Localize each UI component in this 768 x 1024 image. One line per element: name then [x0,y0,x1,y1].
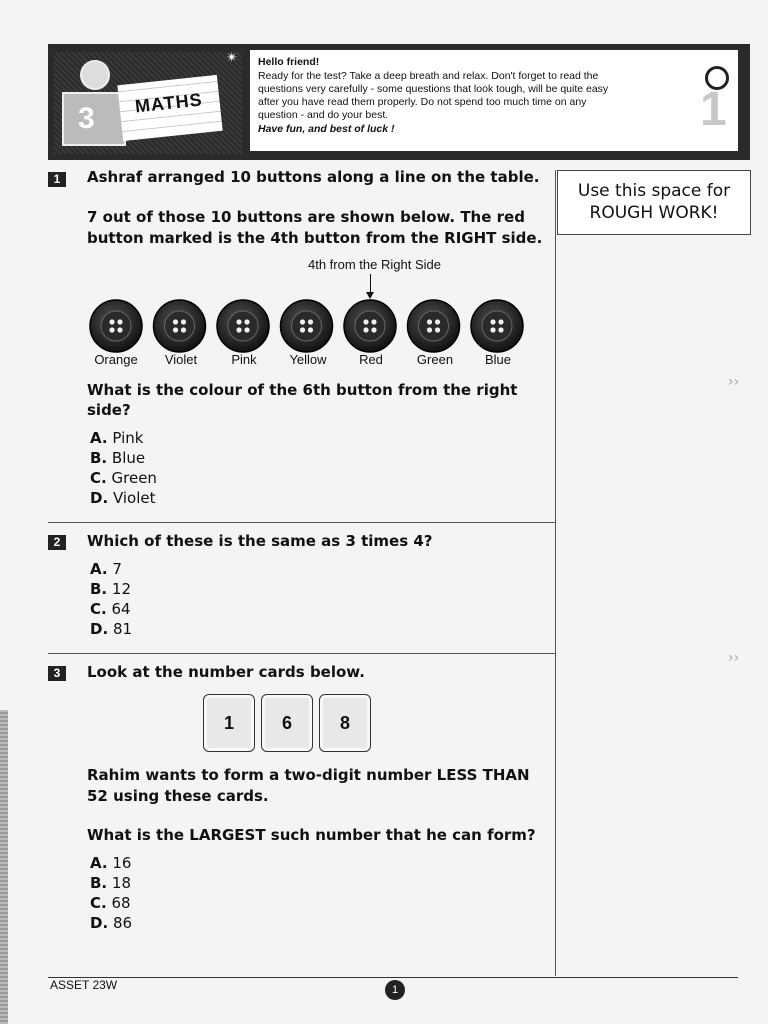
answer-option[interactable] [90,560,122,578]
buttons-row [80,296,540,356]
option-letter: B. [90,874,108,892]
option-text: 64 [111,600,131,618]
column-divider [555,170,556,976]
button-hole [363,319,368,324]
message-line: questions very carefully - some questions that look tough, will be quite easy [258,83,609,95]
question-number: 2 [48,535,66,550]
option-text: 86 [112,914,133,932]
number-card: 1 [203,694,255,752]
button-hole [490,319,495,324]
rough-work-box [557,170,751,235]
student-head-icon [80,60,110,90]
answer-option[interactable] [90,580,131,598]
option-letter: C. [90,469,107,487]
page-number: 1 [385,980,405,1000]
button-label: Pink [231,352,257,367]
footer-code: ASSET 23W [50,978,118,992]
answer-option[interactable] [90,854,131,872]
rough-work-line2: ROUGH WORK! [589,203,719,223]
message-signoff: Have fun, and best of luck ! [258,123,395,135]
welcome-message-box [250,50,738,151]
option-letter: A. [90,429,108,447]
button-rim [482,311,512,341]
option-letter: C. [90,894,107,912]
button-hole [371,319,376,324]
option-text: 16 [112,854,132,872]
button-label: Red [359,352,383,367]
question-stem: Which of these is the same as 3 times 4? [87,532,433,550]
button-label: Orange [94,352,138,367]
question-number: 3 [48,666,66,681]
option-text: Pink [112,429,144,447]
question-divider [48,522,555,523]
option-letter: B. [90,580,108,598]
button-hole [236,327,241,332]
option-text: 12 [111,580,132,598]
number-card: 8 [319,694,371,752]
button-hole [181,319,186,324]
button-hole [236,319,241,324]
button-hole [109,327,114,332]
button-hole [308,327,313,332]
message-line: after you have read them properly. Do not spend too much time on any [258,96,587,108]
button-label: Green [416,352,454,367]
option-letter: B. [90,449,108,467]
option-letter: D. [90,489,109,507]
button-hole [427,327,432,332]
number-card: 6 [261,694,313,752]
button-label: Yellow [289,352,327,367]
scan-mark: ›› [728,650,740,666]
question-stem: Ashraf arranged 10 buttons along a line on the table. [87,168,540,186]
message-line: question - and do your best. [258,109,389,121]
button-hole [498,327,503,332]
option-text: Green [111,469,157,487]
answer-option[interactable] [90,429,143,447]
level-badge: 1 [700,83,727,136]
answer-option[interactable] [90,914,132,932]
button-rim [292,311,322,341]
button-hole [498,319,503,324]
question-stem: button marked is the 4th button from the RIGHT side. [87,229,543,247]
button-hole [181,327,186,332]
question-prompt: side? [87,401,131,419]
button-label: Blue [484,352,512,367]
grade-number: 3 [78,102,95,135]
scan-mark: ›› [728,374,740,390]
subject-title: MATHS [134,89,204,117]
answer-option[interactable] [90,894,131,912]
answer-option[interactable] [90,600,131,618]
option-letter: A. [90,560,108,578]
button-rim [228,311,258,341]
button-hole [244,327,249,332]
button-hole [173,319,178,324]
option-text: 81 [112,620,133,638]
question-prompt: What is the LARGEST such number that he can form? [87,826,536,844]
button-hole [300,319,305,324]
answer-option[interactable] [90,469,157,487]
button-hole [435,319,440,324]
message-title: Hello friend! [258,56,320,68]
button-hole [308,319,313,324]
question-prompt: What is the colour of the 6th button from the right [87,381,518,399]
button-hole [300,327,305,332]
button-hole [117,327,122,332]
button-rim [165,311,195,341]
button-hole [363,327,368,332]
answer-option[interactable] [90,874,131,892]
question-stem: Rahim wants to form a two-digit number LESS THAN [87,766,530,784]
option-text: Blue [111,449,146,467]
answer-option[interactable] [90,489,156,507]
option-text: Violet [112,489,156,507]
question-number: 1 [48,172,66,187]
pointer-arrow [370,274,371,294]
scan-edge [0,710,8,1024]
question-stem: Look at the number cards below. [87,663,365,681]
option-letter: C. [90,600,107,618]
button-hole [109,319,114,324]
button-rim [101,311,131,341]
answer-option[interactable] [90,449,145,467]
option-letter: D. [90,620,109,638]
button-label: Violet [164,352,198,367]
option-text: 68 [111,894,131,912]
option-letter: D. [90,914,109,932]
message-line: Ready for the test? Take a deep breath and relax. Don't forget to read the [258,70,599,82]
button-hole [244,319,249,324]
rough-work-line1: Use this space for [577,181,731,201]
button-hole [435,327,440,332]
button-hole [371,327,376,332]
question-stem: 7 out of those 10 buttons are shown below. The red [87,208,525,226]
question-stem: 52 using these cards. [87,787,269,805]
button-hole [427,319,432,324]
button-rim [419,311,449,341]
button-marker-label: 4th from the Right Side [308,257,441,272]
option-letter: A. [90,854,108,872]
question-divider [48,653,555,654]
option-text: 7 [112,560,122,578]
button-hole [490,327,495,332]
lightbulb-icon: ✴ [226,50,238,66]
button-hole [117,319,122,324]
answer-option[interactable] [90,620,132,638]
option-text: 18 [111,874,132,892]
button-rim [355,311,385,341]
button-hole [173,327,178,332]
footer-rule [48,977,738,978]
